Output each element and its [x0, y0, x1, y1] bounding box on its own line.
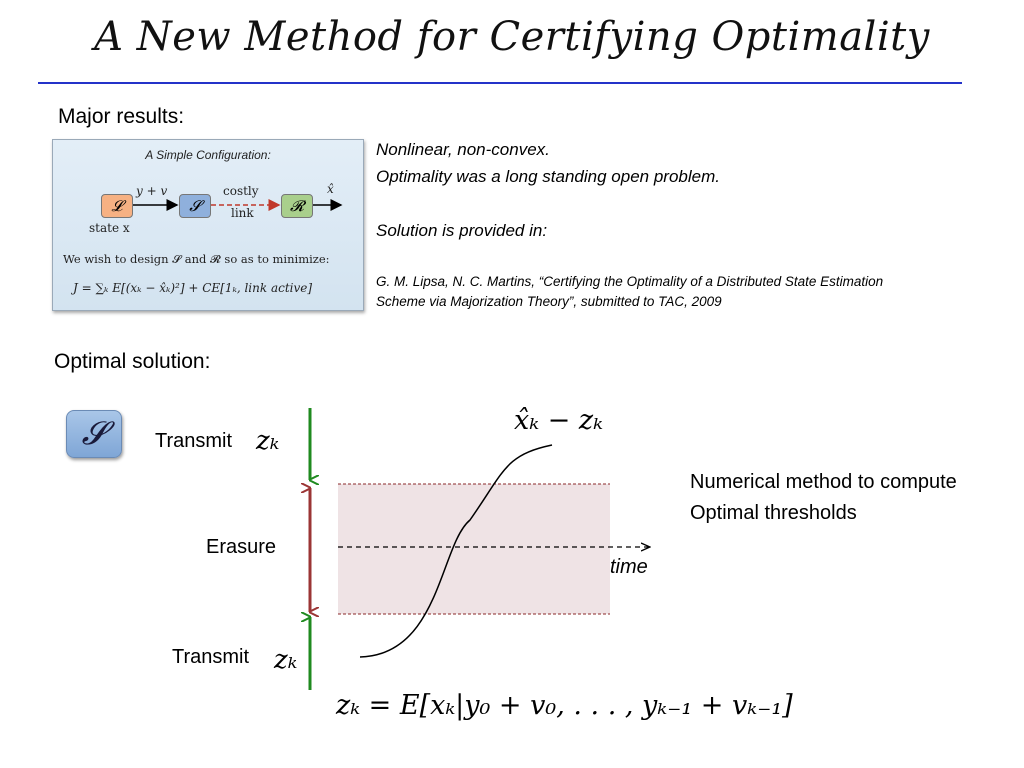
link-label: link	[231, 206, 254, 220]
zk-label-bottom: zₖ	[274, 645, 298, 675]
costly-label: costly	[223, 184, 259, 198]
time-label: time	[610, 556, 648, 578]
estimator-s-icon: 𝓢	[66, 410, 122, 458]
cost-formula: J = ∑ₖ E[(xₖ − x̂ₖ)²] + CE[1ₖ, link active]	[73, 281, 313, 295]
erasure-band	[338, 484, 610, 614]
erasure-label: Erasure	[206, 536, 277, 558]
curve-label: x̂ₖ − zₖ	[514, 405, 603, 436]
block-R: 𝓡	[281, 194, 313, 218]
configuration-title: A Simple Configuration:	[145, 148, 271, 162]
block-S: 𝓢	[179, 194, 211, 218]
state-label: state x	[89, 221, 130, 235]
major-results-heading: Major results:	[58, 105, 185, 128]
design-text: We wish to design 𝓢 and 𝓡 so as to minimize:	[63, 252, 330, 266]
transmit-label-bottom: Transmit	[172, 646, 250, 668]
method-line-1: Numerical method to compute	[690, 471, 957, 493]
transmit-label-top: Transmit	[155, 430, 233, 452]
zk-definition-formula: zₖ = E[xₖ|y₀ + v₀, . . . , yₖ₋₁ + vₖ₋₁]	[336, 690, 793, 721]
slide-title: A New Method for Certifying Optimality	[94, 14, 930, 60]
citation-line-2: Scheme via Majorization Theory”, submitted to TAC, 2009	[376, 294, 722, 309]
optimal-solution-heading: Optimal solution:	[54, 350, 211, 373]
note-open-problem: Optimality was a long standing open problem.	[376, 167, 720, 186]
zk-label-top: zₖ	[256, 426, 280, 456]
citation-line-1: G. M. Lipsa, N. C. Martins, “Certifying the Optimality of a Distributed State Estimation	[376, 274, 884, 289]
block-L: 𝓛	[101, 194, 133, 218]
note-solution-provided: Solution is provided in:	[376, 221, 548, 240]
method-line-2: Optimal thresholds	[690, 502, 857, 524]
edge-label-y-plus-v: y + v	[136, 184, 168, 198]
output-label: x̂	[327, 182, 334, 196]
note-nonlinear: Nonlinear, non-convex.	[376, 140, 550, 159]
